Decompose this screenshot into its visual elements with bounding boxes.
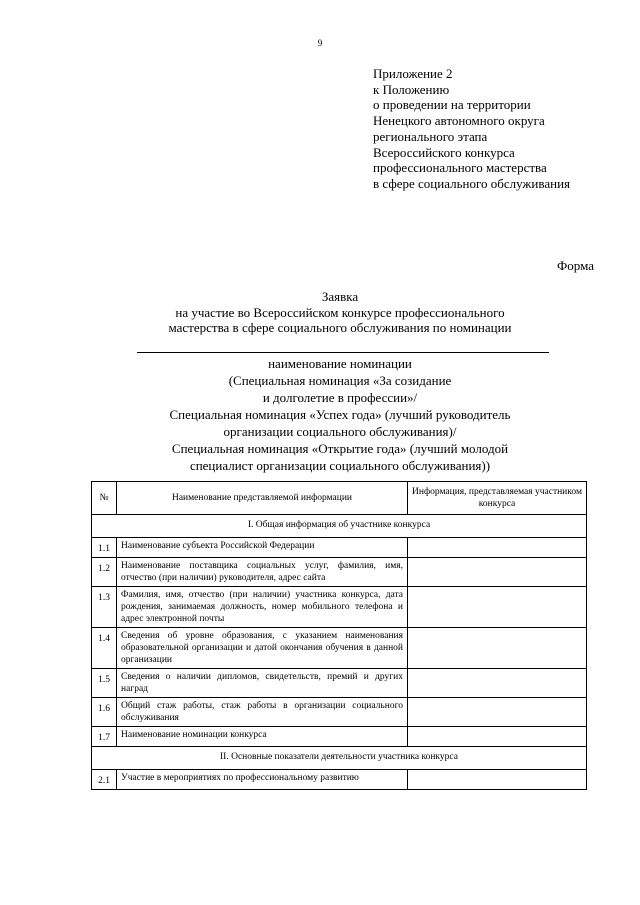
nomination-line: и долголетие в профессии»/ — [262, 390, 418, 405]
table-row — [92, 558, 587, 587]
row-value-cell[interactable] — [408, 628, 587, 669]
row-info: Сведения об уровне образования, с указанием наименования образовательной организации и датой окончания обучения в данной организации — [117, 628, 408, 669]
nomination-line: наименование номинации — [268, 356, 412, 371]
page-number: 9 — [317, 38, 323, 48]
row-info: Наименование субъекта Российской Федерации — [117, 538, 408, 558]
row-num: 1.7 — [92, 727, 117, 747]
header-value: Информация, представляемая участником конкурса — [408, 482, 587, 515]
section-title: II. Основные показатели деятельности участника конкурса — [92, 747, 587, 770]
row-info: Участие в мероприятиях по профессиональному развитию — [117, 770, 408, 790]
header-name: Наименование представляемой информации — [117, 482, 408, 515]
table-row — [92, 727, 587, 747]
form-label: Форма — [557, 258, 594, 273]
row-info: Фамилия, имя, отчество (при наличии) участника конкурса, дата рождения, занимаемая должность, номер мобильного телефона и адрес электронной почты — [117, 587, 408, 628]
section-row — [92, 515, 587, 538]
row-num: 1.1 — [92, 538, 117, 558]
section-row — [92, 747, 587, 770]
nomination-line: специалист организации социального обслуживания)) — [189, 458, 491, 473]
row-info: Наименование номинации конкурса — [117, 727, 408, 747]
title-line: Заявка — [321, 289, 359, 304]
appendix-line: профессионального мастерства — [373, 160, 547, 176]
table-header-row — [92, 482, 587, 515]
table-row — [92, 669, 587, 698]
table-row — [92, 587, 587, 628]
appendix-line: Ненецкого автономного округа — [373, 113, 545, 129]
title-line: мастерства в сфере социального обслуживания по номинации — [168, 320, 512, 335]
nomination-line: Специальная номинация «Открытие года» (лучший молодой — [171, 441, 509, 456]
appendix-line: регионального этапа — [373, 128, 488, 144]
appendix-line: Приложение 2 — [373, 66, 453, 81]
row-num: 1.5 — [92, 669, 117, 698]
row-num: 1.4 — [92, 628, 117, 669]
row-value-cell[interactable] — [408, 669, 587, 698]
row-info: Сведения о наличии дипломов, свидетельств, премий и других наград — [117, 669, 408, 698]
appendix-block — [373, 66, 570, 192]
nomination-line: Специальная номинация «Успех года» (лучший руководитель — [169, 407, 511, 422]
row-num: 1.6 — [92, 698, 117, 727]
row-info: Общий стаж работы, стаж работы в организации социального обслуживания — [117, 698, 408, 727]
row-info: Наименование поставщика социальных услуг, фамилия, имя, отчество (при наличии) руководителя, адрес сайта — [117, 558, 408, 587]
row-value-cell[interactable] — [408, 538, 587, 558]
row-num: 2.1 — [92, 770, 117, 790]
appendix-line: в сфере социального обслуживания — [373, 175, 570, 191]
row-num: 1.2 — [92, 558, 117, 587]
row-value-cell[interactable] — [408, 698, 587, 727]
nomination-line: организации социального обслуживания)/ — [223, 424, 457, 439]
row-value-cell[interactable] — [408, 770, 587, 790]
table-row — [92, 770, 587, 790]
table-row — [92, 698, 587, 727]
row-value-cell[interactable] — [408, 587, 587, 628]
table-row — [92, 628, 587, 669]
header-num: № — [92, 482, 117, 515]
title-line: на участие во Всероссийском конкурсе профессионального — [175, 304, 505, 320]
nomination-fill-line — [137, 352, 549, 353]
appendix-line: Всероссийского конкурса — [373, 144, 515, 160]
appendix-line: о проведении на территории — [373, 97, 531, 113]
nomination-line: (Специальная номинация «За созидание — [228, 373, 452, 388]
section-title: I. Общая информация об участнике конкурса — [92, 515, 587, 538]
row-value-cell[interactable] — [408, 727, 587, 747]
row-num: 1.3 — [92, 587, 117, 628]
row-value-cell[interactable] — [408, 558, 587, 587]
nomination-block — [90, 355, 590, 474]
table-row — [92, 538, 587, 558]
application-table — [91, 481, 587, 790]
appendix-line: к Положению — [373, 81, 450, 97]
application-title — [90, 289, 590, 336]
